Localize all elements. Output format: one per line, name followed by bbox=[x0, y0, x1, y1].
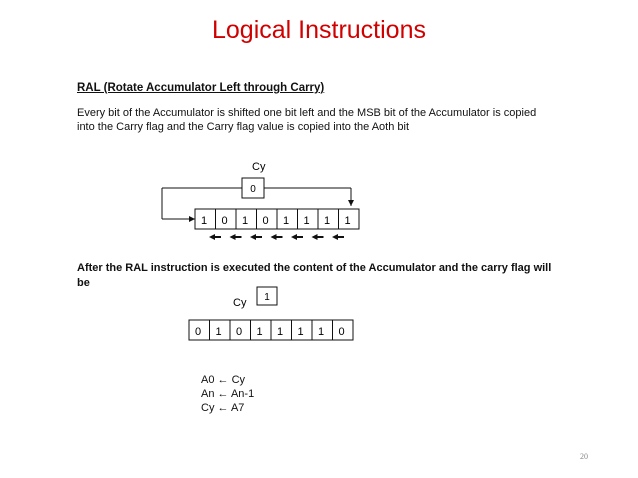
before-bit-value: 0 bbox=[262, 215, 269, 227]
equation-a0: A0 ← Cy bbox=[201, 374, 246, 386]
equation-cy: Cy ← A7 bbox=[201, 402, 245, 414]
left-shift-arrow bbox=[332, 234, 344, 240]
after-bit-value: 1 bbox=[215, 326, 222, 338]
left-shift-arrow bbox=[250, 234, 262, 240]
after-bit-value: 1 bbox=[297, 326, 304, 338]
carry-value-before: 0 bbox=[250, 184, 256, 195]
after-bit-value: 0 bbox=[195, 326, 202, 338]
description-line-2: into the Carry flag and the Carry flag value is copied into the Aoth bit bbox=[77, 121, 410, 133]
after-text-line-2: be bbox=[77, 277, 90, 289]
left-shift-arrow bbox=[271, 234, 283, 240]
left-shift-arrow bbox=[209, 234, 221, 240]
equation-an: An ← An-1 bbox=[201, 388, 255, 400]
description-line-1: Every bit of the Accumulator is shifted one bit left and the MSB bit of the Accumulator is copied bbox=[77, 107, 537, 119]
after-bit-value: 1 bbox=[256, 326, 263, 338]
after-bit-value: 0 bbox=[338, 326, 345, 338]
before-bit-value: 0 bbox=[221, 215, 228, 227]
shift-arrows bbox=[209, 234, 344, 240]
after-bit-value: 1 bbox=[277, 326, 284, 338]
before-bit-value: 1 bbox=[303, 215, 310, 227]
register-before bbox=[195, 209, 359, 229]
before-bit-value: 1 bbox=[324, 215, 331, 227]
page-number: 20 bbox=[580, 452, 588, 461]
carry-value-after: 1 bbox=[264, 292, 270, 303]
left-shift-arrow bbox=[230, 234, 242, 240]
before-bit-value: 1 bbox=[283, 215, 290, 227]
left-shift-arrow bbox=[312, 234, 324, 240]
before-bit-value: 1 bbox=[344, 215, 351, 227]
slide-title: Logical Instructions bbox=[211, 16, 426, 44]
carry-label-after: Cy bbox=[233, 297, 247, 309]
after-text-line-1: After the RAL instruction is executed the content of the Accumulator and the carry flag will bbox=[77, 262, 552, 274]
carry-label-before: Cy bbox=[252, 161, 266, 173]
after-bit-value: 1 bbox=[318, 326, 325, 338]
before-bit-value: 1 bbox=[201, 215, 208, 227]
register-after bbox=[189, 320, 353, 340]
section-heading: RAL (Rotate Accumulator Left through Carry) bbox=[77, 82, 325, 94]
after-bit-value: 0 bbox=[236, 326, 243, 338]
left-shift-arrow bbox=[291, 234, 303, 240]
before-bit-value: 1 bbox=[242, 215, 249, 227]
